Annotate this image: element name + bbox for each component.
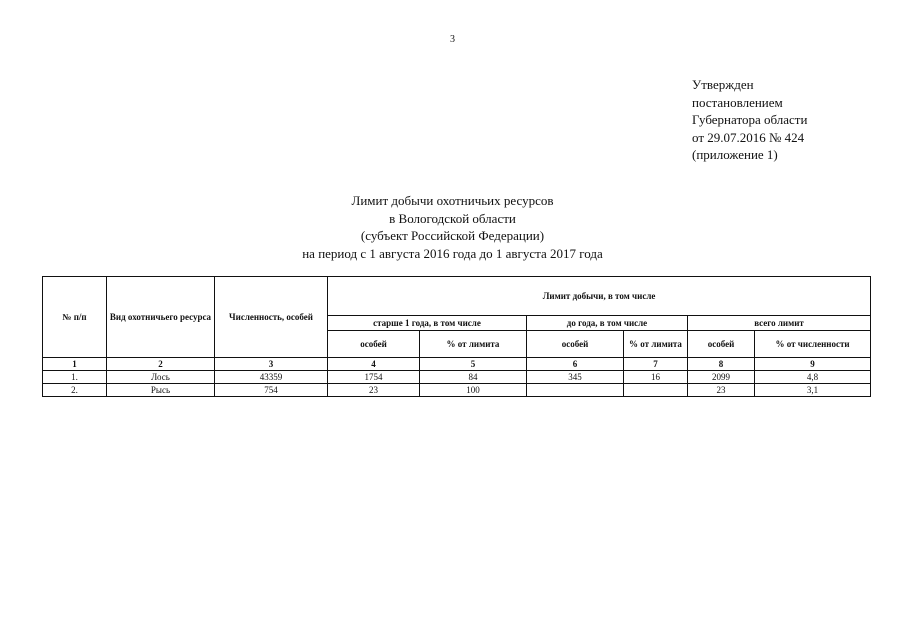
limits-table [42, 276, 871, 397]
header-younger: до года, в том числе [527, 316, 688, 331]
cell-younger-pct: 16 [624, 371, 688, 384]
table-row [43, 384, 871, 397]
approval-line: от 29.07.2016 № 424 [692, 129, 805, 145]
column-number: 9 [755, 358, 871, 371]
title-line: Лимит добычи охотничьих ресурсов [351, 193, 554, 208]
approval-line: постановлением [692, 94, 783, 110]
header-total-count: особей [688, 331, 755, 358]
cell-population: 754 [215, 384, 328, 397]
cell-older-count: 1754 [328, 371, 420, 384]
title-line: на период с 1 августа 2016 года до 1 августа 2017 года [302, 245, 603, 261]
header-total: всего лимит [688, 316, 871, 331]
column-number: 6 [527, 358, 624, 371]
header-younger-pct: % от лимита [624, 331, 688, 358]
document-title [0, 192, 905, 262]
cell-younger-count: 345 [527, 371, 624, 384]
cell-resource: Рысь [107, 384, 215, 397]
cell-resource: Лось [107, 371, 215, 384]
cell-older-pct: 84 [420, 371, 527, 384]
header-older-count: особей [328, 331, 420, 358]
column-number: 4 [328, 358, 420, 371]
title-line: (субъект Российской Федерации) [360, 228, 545, 243]
table-row [43, 371, 871, 384]
cell-population: 43359 [215, 371, 328, 384]
cell-total-pct: 3,1 [755, 384, 871, 397]
column-number: 3 [215, 358, 328, 371]
header-limit-group: Лимит добычи, в том числе [328, 277, 871, 316]
header-population: Численность, особей [215, 277, 328, 358]
page-number: 3 [450, 34, 455, 45]
header-total-pct: % от численности [755, 331, 871, 358]
cell-total-count: 2099 [688, 371, 755, 384]
cell-older-count: 23 [328, 384, 420, 397]
approval-line: Губернатора области [692, 112, 808, 127]
cell-num: 2. [43, 384, 107, 397]
cell-younger-pct [624, 384, 688, 397]
header-younger-count: особей [527, 331, 624, 358]
header-num: № п/п [43, 277, 107, 358]
column-number: 7 [624, 358, 688, 371]
column-number: 2 [107, 358, 215, 371]
approval-stamp [692, 76, 807, 164]
cell-younger-count [527, 384, 624, 397]
column-number: 5 [420, 358, 527, 371]
table-header-row [43, 277, 871, 316]
column-number-row [43, 358, 871, 371]
cell-older-pct: 100 [420, 384, 527, 397]
cell-total-pct: 4,8 [755, 371, 871, 384]
cell-num: 1. [43, 371, 107, 384]
header-older-pct: % от лимита [420, 331, 527, 358]
title-line: в Вологодской области [389, 210, 516, 226]
header-resource: Вид охотничьего ресурса [107, 277, 215, 358]
header-older: старше 1 года, в том числе [328, 316, 527, 331]
column-number: 1 [43, 358, 107, 371]
column-number: 8 [688, 358, 755, 371]
approval-line: (приложение 1) [692, 147, 778, 162]
approval-line: Утвержден [692, 77, 754, 92]
cell-total-count: 23 [688, 384, 755, 397]
